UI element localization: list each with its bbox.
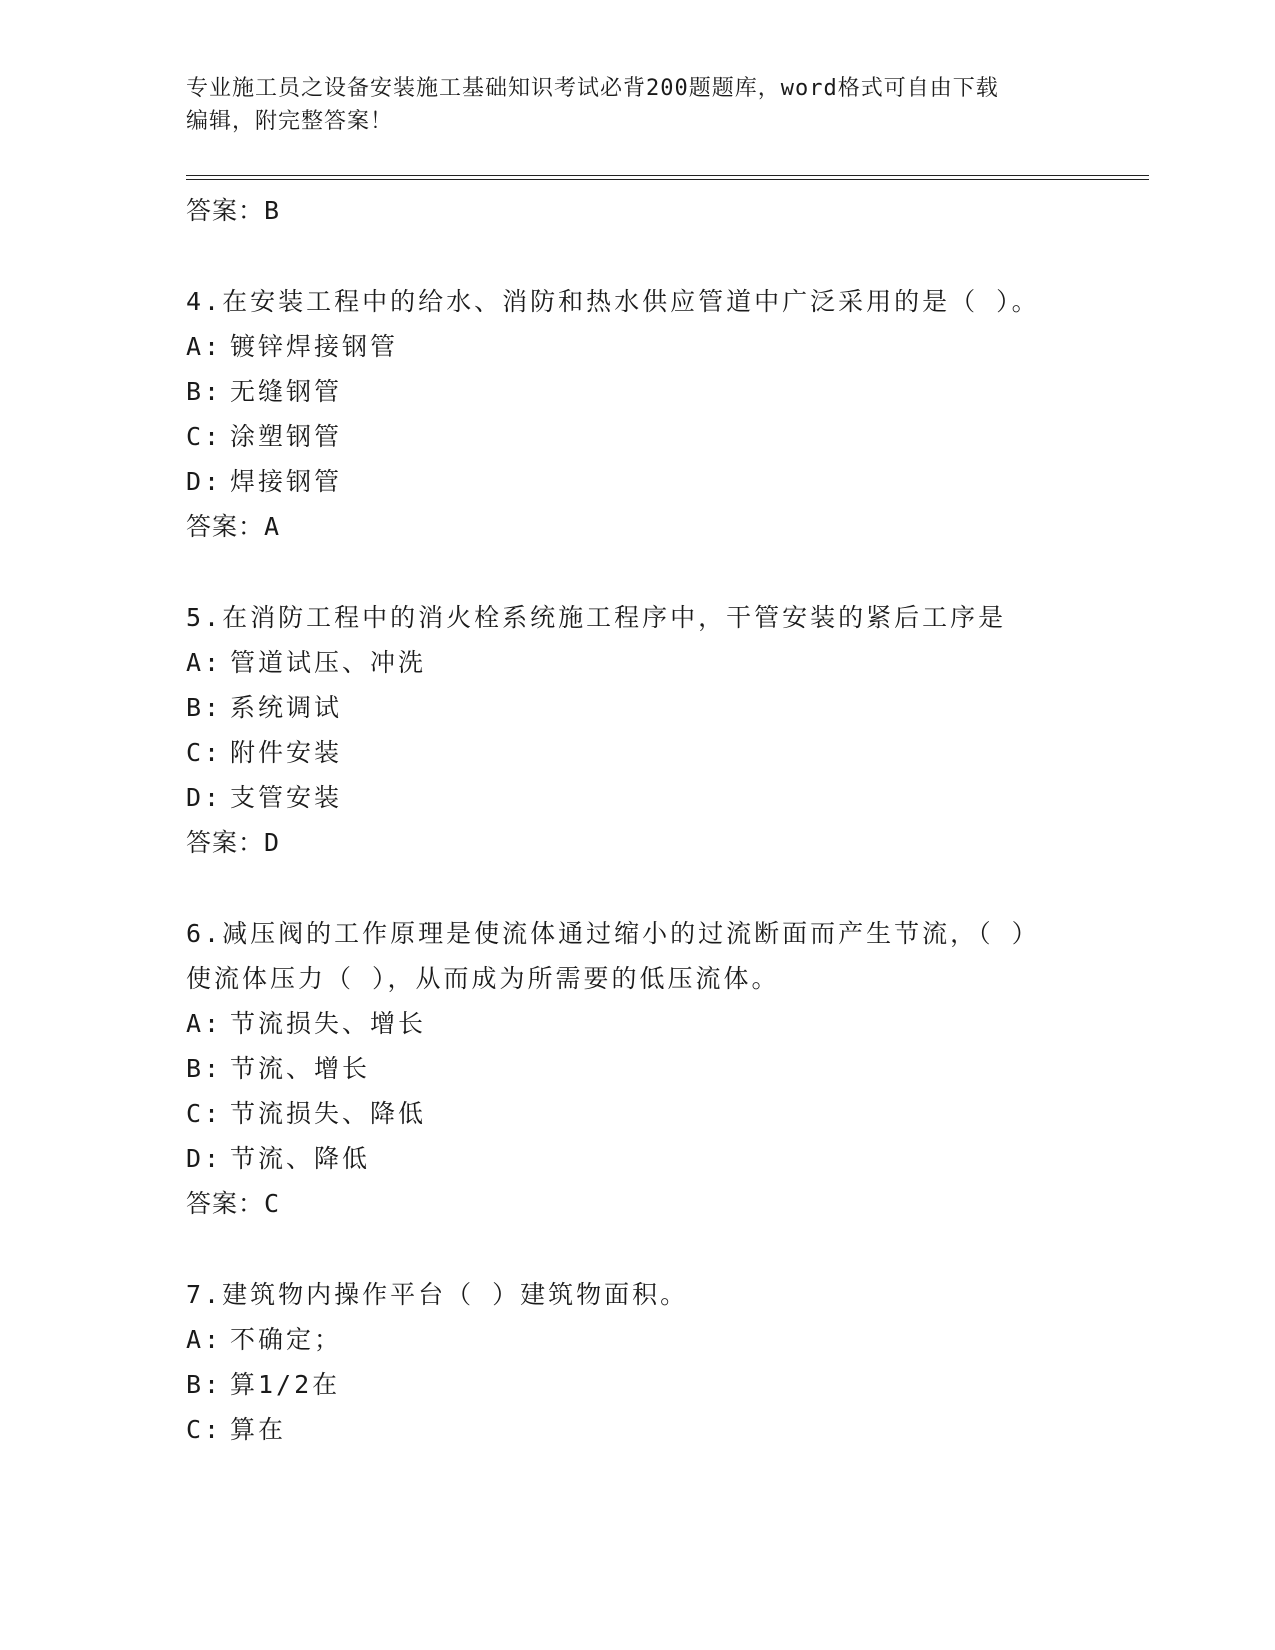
option-letter: B:	[186, 1054, 223, 1083]
previous-answer: 答案：B	[186, 196, 281, 225]
option-text: 节流损失、降低	[230, 1099, 427, 1128]
answer: 答案：C	[186, 1189, 281, 1218]
question-7	[186, 1272, 1146, 1452]
option-letter: C:	[186, 1415, 223, 1444]
question-text-line-1: 6.减压阀的工作原理是使流体通过缩小的过流断面而产生节流，（ ）	[186, 919, 1040, 948]
question-text: 5.在消防工程中的消火栓系统施工程序中，干管安装的紧后工序是	[186, 603, 1007, 632]
option-letter: D:	[186, 783, 223, 812]
option-text: 算1/2在	[230, 1370, 341, 1399]
option-text: 不确定；	[230, 1325, 343, 1354]
document-page	[186, 0, 1146, 1452]
option-letter: A:	[186, 648, 223, 677]
option-text: 系统调试	[230, 693, 343, 722]
option-b	[186, 1046, 1146, 1091]
question-text	[186, 911, 1086, 1001]
question-6	[186, 911, 1146, 1226]
option-a	[186, 1317, 1146, 1362]
option-a	[186, 324, 1146, 369]
option-text: 焊接钢管	[230, 467, 343, 496]
option-letter: D:	[186, 467, 223, 496]
answer: 答案：D	[186, 828, 281, 857]
option-b	[186, 1362, 1146, 1407]
option-letter: A:	[186, 1325, 223, 1354]
answer: 答案：A	[186, 512, 281, 541]
option-text: 节流损失、增长	[230, 1009, 427, 1038]
option-c	[186, 1407, 1146, 1452]
question-text-line-2: 使流体压力（ ），从而成为所需要的低压流体。	[186, 964, 780, 993]
option-text: 算在	[230, 1415, 287, 1444]
option-text: 涂塑钢管	[230, 422, 343, 451]
option-text: 无缝钢管	[230, 377, 343, 406]
document-header	[186, 72, 1066, 138]
option-text: 节流、降低	[230, 1144, 371, 1173]
option-text: 管道试压、冲洗	[230, 648, 427, 677]
question-4	[186, 279, 1146, 549]
header-divider	[186, 175, 1149, 180]
option-letter: B:	[186, 377, 223, 406]
header-line-2: 编辑，附完整答案！	[186, 109, 394, 134]
option-letter: D:	[186, 1144, 223, 1173]
option-d	[186, 1136, 1146, 1181]
option-a	[186, 640, 1146, 685]
question-text: 7.建筑物内操作平台（ ）建筑物面积。	[186, 1280, 689, 1309]
option-letter: C:	[186, 1099, 223, 1128]
option-text: 支管安装	[230, 783, 343, 812]
option-text: 附件安装	[230, 738, 343, 767]
option-c	[186, 730, 1146, 775]
option-b	[186, 369, 1146, 414]
question-text: 4.在安装工程中的给水、消防和热水供应管道中广泛采用的是（ ）。	[186, 287, 1040, 316]
option-letter: C:	[186, 738, 223, 767]
option-letter: A:	[186, 1009, 223, 1038]
option-a	[186, 1001, 1146, 1046]
option-d	[186, 775, 1146, 820]
option-c	[186, 1091, 1146, 1136]
option-d	[186, 459, 1146, 504]
option-letter: B:	[186, 693, 223, 722]
option-b	[186, 685, 1146, 730]
option-letter: A:	[186, 332, 223, 361]
question-5	[186, 595, 1146, 865]
option-letter: C:	[186, 422, 223, 451]
option-letter: B:	[186, 1370, 223, 1399]
option-c	[186, 414, 1146, 459]
header-line-1: 专业施工员之设备安装施工基础知识考试必背200题题库，word格式可自由下载	[186, 76, 999, 101]
option-text: 镀锌焊接钢管	[230, 332, 399, 361]
option-text: 节流、增长	[230, 1054, 371, 1083]
